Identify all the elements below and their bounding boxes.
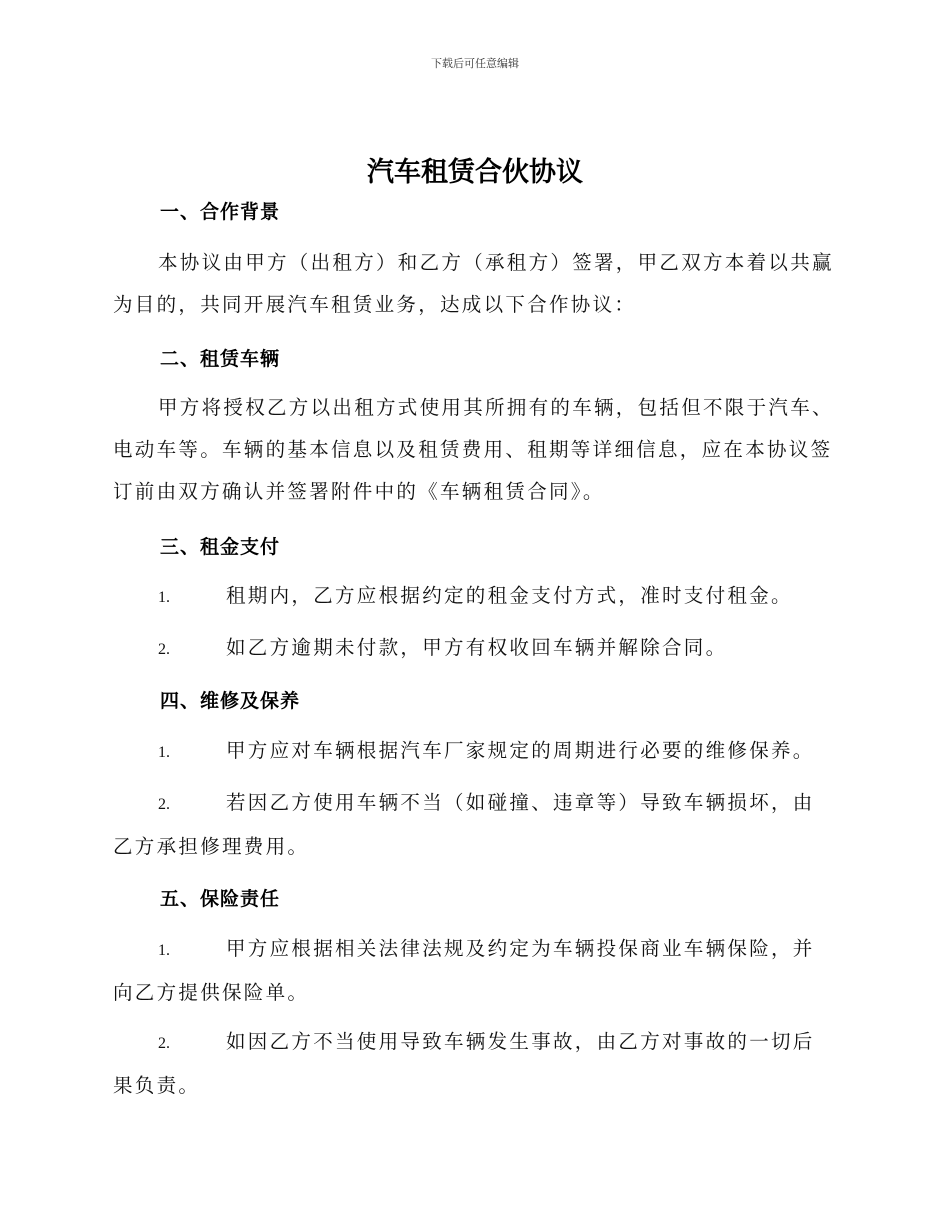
section-heading-background: 一、合作背景	[160, 201, 281, 223]
list-item-text: 甲方应对车辆根据汽车厂家规定的周期进行必要的维修保养。	[226, 739, 815, 762]
list-item-text: 若因乙方使用车辆不当（如碰撞、违章等）导致车辆损坏，由乙方承担修理费用。	[113, 791, 815, 858]
list-item-number: 1.	[158, 589, 170, 606]
section-heading-maintenance: 四、维修及保养	[160, 690, 301, 712]
list-item-text: 租期内，乙方应根据约定的租金支付方式，准时支付租金。	[226, 584, 793, 607]
header-note: 下载后可任意编辑	[431, 57, 519, 70]
list-item-text: 如因乙方不当使用导致车辆发生事故，由乙方对事故的一切后果负责。	[113, 1030, 815, 1097]
document-title: 汽车租赁合伙协议	[367, 157, 583, 188]
section-heading-vehicles: 二、租赁车辆	[160, 348, 281, 370]
section-heading-rent-payment: 三、租金支付	[160, 536, 281, 558]
list-item-number: 2.	[158, 796, 170, 813]
list-item-number: 2.	[158, 641, 170, 658]
section-paragraph-vehicles: 甲方将授权乙方以出租方式使用其所拥有的车辆，包括但不限于汽车、电动车等。车辆的基本信息以及租赁费用、租期等详细信息，应在本协议签订前由双方确认并签署附件中的《车辆租赁合同》。	[113, 396, 834, 503]
section-paragraph-background: 本协议由甲方（出租方）和乙方（承租方）签署，甲乙双方本着以共赢为目的，共同开展汽车租赁业务，达成以下合作协议：	[113, 251, 834, 316]
list-item	[113, 627, 835, 671]
list-item-number: 2.	[158, 1035, 170, 1052]
list-item-number: 1.	[158, 744, 170, 761]
list-item	[113, 1021, 835, 1107]
list-item-text: 甲方应根据相关法律法规及约定为车辆投保商业车辆保险，并向乙方提供保险单。	[113, 937, 815, 1004]
list-item	[113, 928, 835, 1014]
list-item	[113, 730, 835, 774]
list-item-text: 如乙方逾期未付款，甲方有权收回车辆并解除合同。	[226, 636, 728, 659]
list-item	[113, 782, 835, 868]
list-item	[113, 575, 835, 619]
list-item-number: 1.	[158, 942, 170, 959]
section-heading-insurance: 五、保险责任	[160, 888, 281, 910]
